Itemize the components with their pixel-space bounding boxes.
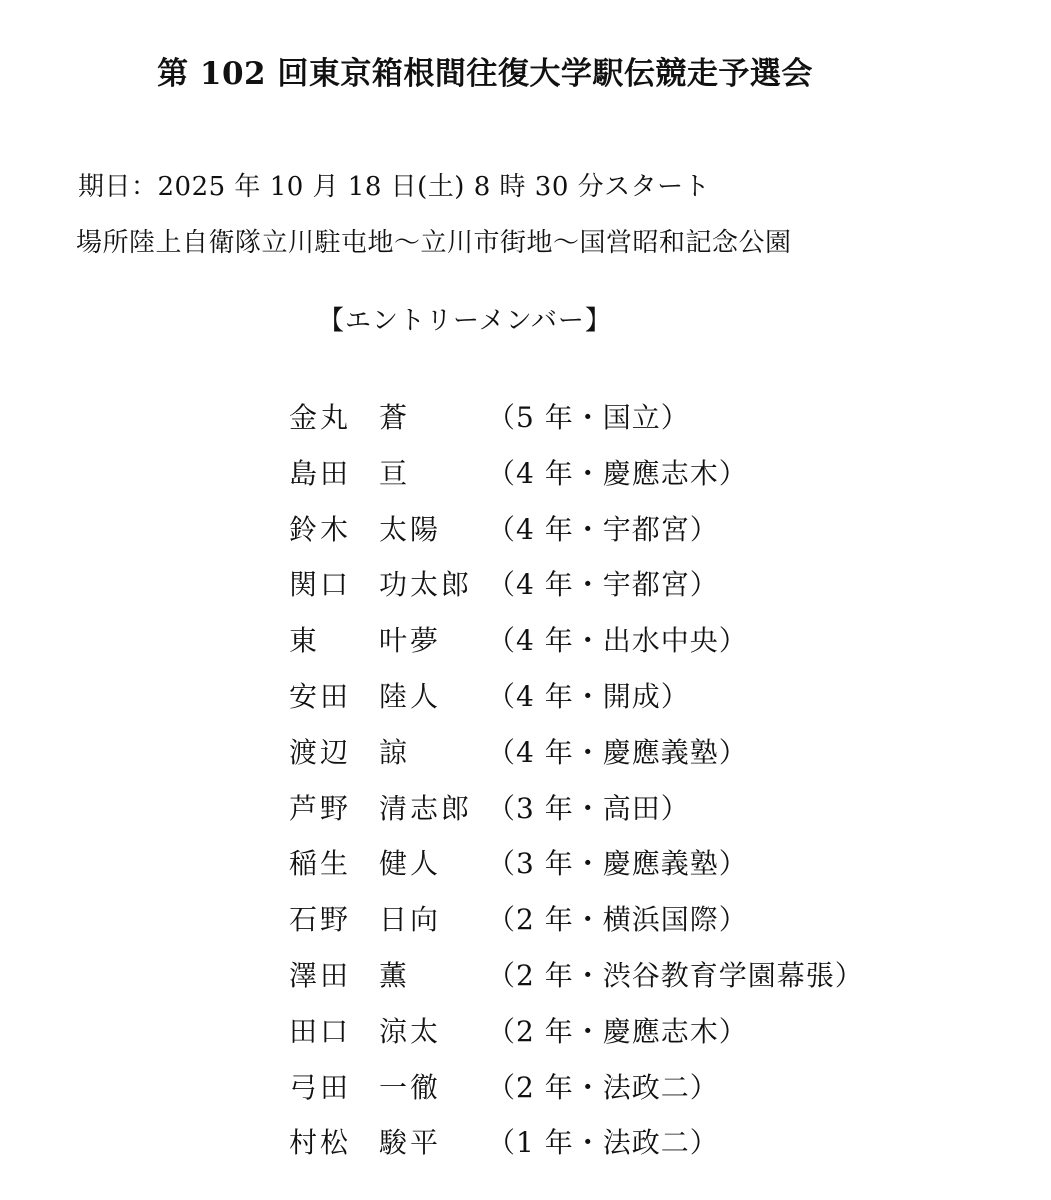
member-year-school: （4 年・慶應義塾） [487,735,748,769]
member-row [289,784,909,840]
member-surname: 芦野 [289,791,352,825]
member-surname: 鈴木 [289,512,352,546]
member-surname: 渡辺 [289,735,352,769]
member-row [289,449,909,505]
member-surname: 澤田 [289,958,352,992]
member-row [289,393,909,449]
member-given-name: 健人 [379,847,442,881]
member-surname: 安田 [289,679,352,713]
member-row [289,505,909,561]
member-surname: 弓田 [289,1070,352,1104]
member-year-school: （4 年・慶應志木） [487,456,748,490]
member-given-name: 太陽 [379,512,442,546]
member-row [289,839,909,895]
member-year-school: （2 年・横浜国際） [487,903,748,937]
member-given-name: 陸人 [379,679,442,713]
document-title: 第 102 回東京箱根間往復大学駅伝競走予選会 [157,56,813,92]
member-surname: 関口 [289,568,352,602]
member-row [289,1118,909,1174]
member-year-school: （2 年・渋谷教育学園幕張） [487,958,864,992]
member-given-name: 薫 [379,958,411,992]
member-given-name: 涼太 [379,1014,442,1048]
entry-members-heading: 【エントリーメンバー】 [318,306,612,336]
member-surname: 稲生 [289,847,352,881]
member-given-name: 駿平 [379,1126,442,1160]
member-row [289,728,909,784]
member-year-school: （3 年・高田） [487,791,690,825]
member-row [289,1007,909,1063]
member-surname: 島田 [289,456,352,490]
member-surname: 石野 [289,903,352,937]
member-given-name: 亘 [379,456,411,490]
event-place-line: 場所陸上自衛隊立川駐屯地～立川市街地～国営昭和記念公園 [76,228,792,258]
member-given-name: 諒 [379,735,411,769]
member-year-school: （4 年・宇都宮） [487,512,719,546]
member-year-school: （1 年・法政二） [487,1126,719,1160]
member-surname: 金丸 [289,401,352,434]
member-year-school: （2 年・慶應志木） [487,1014,748,1048]
member-given-name: 清志郎 [379,791,473,825]
member-year-school: （2 年・法政二） [487,1070,719,1104]
member-given-name: 一徹 [379,1070,442,1104]
member-surname: 田口 [289,1014,352,1048]
member-row [289,560,909,616]
member-year-school: （3 年・慶應義塾） [487,847,748,881]
member-row [289,616,909,672]
member-surname: 東 [289,624,321,658]
member-surname: 村松 [289,1126,352,1160]
member-row [289,1063,909,1119]
member-given-name: 功太郎 [379,568,473,602]
member-year-school: （5 年・国立） [487,401,690,434]
member-given-name: 蒼 [379,401,411,434]
member-row [289,951,909,1007]
member-given-name: 日向 [379,903,442,937]
member-year-school: （4 年・宇都宮） [487,568,719,602]
member-year-school: （4 年・出水中央） [487,624,748,658]
event-date-line: 期日：2025 年 10 月 18 日(土) 8 時 30 分スタート [78,172,711,202]
member-given-name: 叶夢 [379,624,442,658]
member-year-school: （4 年・開成） [487,679,690,713]
member-row [289,895,909,951]
entry-member-list [289,393,909,1174]
member-row [289,672,909,728]
